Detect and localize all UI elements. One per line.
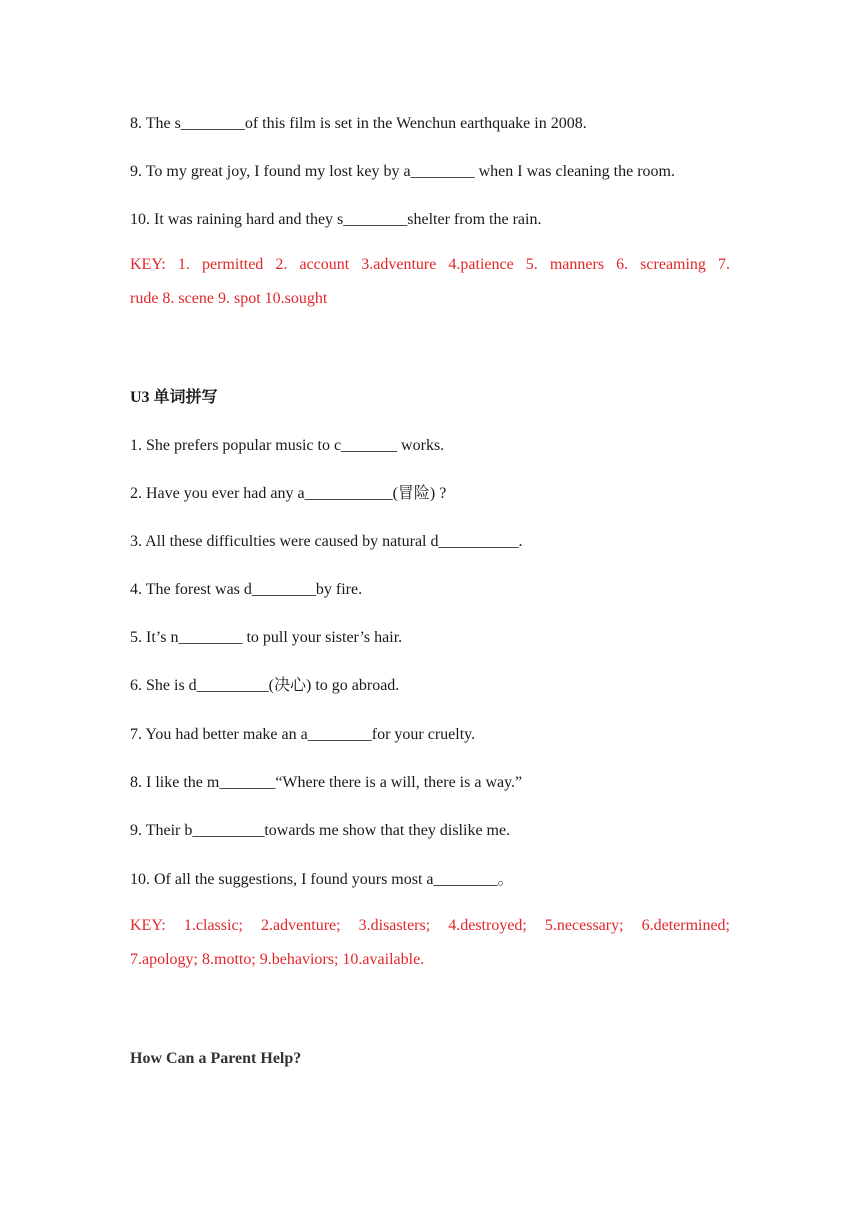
question-u3-3: 3. All these difficulties were caused by natural d__________. bbox=[130, 533, 523, 550]
question-u3-6: 6. She is d_________(决心) to go abroad. bbox=[130, 677, 400, 694]
question-u3-1: 1. She prefers popular music to c_______ works. bbox=[130, 437, 445, 454]
question-u3-9: 9. Their b_________towards me show that they dislike me. bbox=[130, 822, 511, 839]
answer-key-u2 bbox=[130, 248, 730, 316]
question-u2-8: 8. The s________of this film is set in the Wenchun earthquake in 2008. bbox=[130, 115, 587, 132]
question-u3-2: 2. Have you ever had any a___________(冒险) ? bbox=[130, 485, 447, 502]
question-u2-9: 9. To my great joy, I found my lost key by a________ when I was cleaning the room. bbox=[130, 163, 675, 180]
question-u3-5: 5. It’s n________ to pull your sister’s hair. bbox=[130, 629, 403, 646]
answer-key-u3-line2: 7.apology; 8.motto; 9.behaviors; 10.available. bbox=[130, 951, 425, 968]
question-u2-10: 10. It was raining hard and they s________shelter from the rain. bbox=[130, 211, 542, 228]
answer-key-u3 bbox=[130, 909, 730, 977]
question-u3-8: 8. I like the m_______“Where there is a will, there is a way.” bbox=[130, 774, 523, 791]
answer-key-u2-line1: KEY: 1. permitted 2. account 3.adventure 4.patience 5. manners 6. screaming 7. bbox=[130, 256, 730, 273]
question-u3-4: 4. The forest was d________by fire. bbox=[130, 581, 363, 598]
question-u3-10: 10. Of all the suggestions, I found yours most a________。 bbox=[130, 871, 514, 888]
answer-key-u3-line1: KEY: 1.classic; 2.adventure; 3.disasters; 4.destroyed; 5.necessary; 6.determined; bbox=[130, 917, 730, 934]
question-u3-7: 7. You had better make an a________for your cruelty. bbox=[130, 726, 476, 743]
answer-key-u2-line2: rude 8. scene 9. spot 10.sought bbox=[130, 290, 328, 307]
section-heading: How Can a Parent Help? bbox=[130, 1050, 302, 1067]
unit3-heading: U3 单词拼写 bbox=[130, 389, 218, 406]
